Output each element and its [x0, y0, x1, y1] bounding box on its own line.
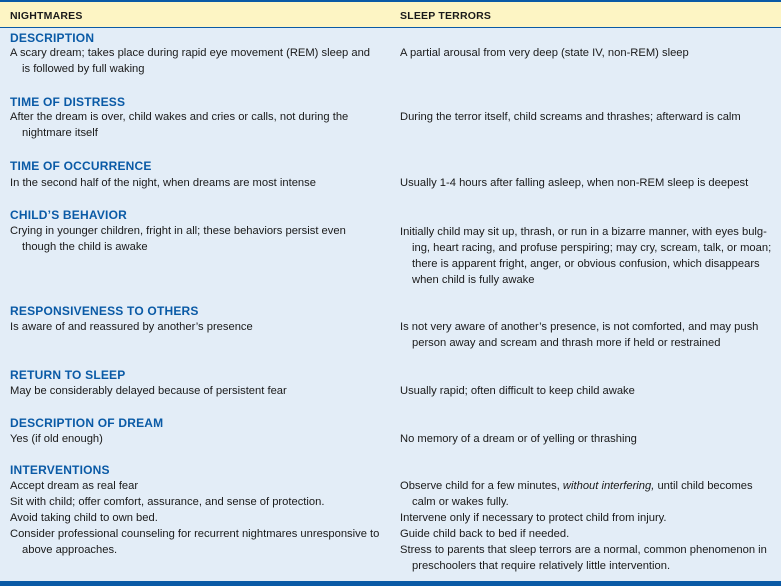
section-title: RESPONSIVENESS TO OTHERS	[10, 304, 199, 318]
text-line: Avoid taking child to own bed.	[10, 512, 158, 524]
text-run: Observe child for a few minutes,	[400, 480, 563, 492]
section-title: RETURN TO SLEEP	[10, 368, 126, 382]
text-run: until child becomes calm or wakes fully.	[412, 480, 753, 508]
text-line: Usually rapid; often difficult to keep child awake	[400, 385, 635, 397]
text-line: Stress to parents that sleep terrors are a normal, common phenomenon in preschoolers that require relatively little intervention.	[400, 544, 767, 572]
sleep-terrors-cell	[400, 319, 772, 351]
text-line: Accept dream as real fear	[10, 480, 139, 492]
nightmares-cell	[10, 431, 380, 447]
text-line: Consider professional counseling for recurrent nightmares unresponsive to above approaches.	[10, 528, 380, 556]
section-title: TIME OF OCCURRENCE	[10, 159, 152, 173]
text-line: May be considerably delayed because of persistent fear	[10, 385, 287, 397]
text-line: Guide child back to bed if needed.	[400, 528, 570, 540]
section-title: TIME OF DISTRESS	[10, 95, 126, 109]
sleep-terrors-cell	[400, 383, 772, 399]
text-line: Usually 1-4 hours after falling asleep, when non-REM sleep is deepest	[400, 177, 749, 189]
column-header-nightmares: NIGHTMARES	[10, 10, 83, 22]
sleep-terrors-cell	[400, 478, 772, 574]
footer-rule	[0, 581, 781, 586]
nightmares-cell	[10, 478, 380, 558]
text-line	[400, 478, 772, 510]
nightmares-cell	[10, 319, 380, 335]
nightmares-cell	[10, 175, 380, 191]
text-line: Crying in younger children, fright in all; these behaviors persist even though the child is awake	[10, 225, 346, 253]
text-line: Intervene only if necessary to protect child from injury.	[400, 512, 667, 524]
column-header-sleep-terrors: SLEEP TERRORS	[400, 10, 492, 22]
text-line: Yes (if old enough)	[10, 433, 103, 445]
sleep-terrors-cell	[400, 431, 772, 447]
emphasis-text: without interfering,	[562, 480, 655, 492]
nightmares-cell	[10, 383, 380, 399]
text-line: After the dream is over, child wakes and cries or calls, not during the nightmare itself	[10, 111, 349, 139]
text-line: During the terror itself, child screams and thrashes; afterward is calm	[400, 111, 741, 123]
text-line: A scary dream; takes place during rapid eye movement (REM) sleep and is followed by full waking	[10, 47, 371, 75]
sleep-terrors-cell	[400, 224, 772, 288]
nightmares-cell	[10, 45, 380, 77]
section-title: DESCRIPTION OF DREAM	[10, 416, 164, 430]
section-title: DESCRIPTION	[10, 31, 95, 45]
nightmares-cell	[10, 223, 380, 255]
sleep-terrors-cell	[400, 45, 772, 61]
section-title: CHILD’S BEHAVIOR	[10, 208, 127, 222]
text-line: Sit with child; offer comfort, assurance, and sense of protection.	[10, 496, 325, 508]
nightmares-cell	[10, 109, 380, 141]
text-line: In the second half of the night, when dreams are most intense	[10, 177, 316, 189]
table-header	[0, 0, 781, 28]
text-line: Initially child may sit up, thrash, or run in a bizarre manner, with eyes bulg-ing, heart racing, and profuse perspiring; may cry, scream, talk, or moan; there is apparent fright, anger, or obvious confusion, which disappears when child is fully awake	[400, 226, 772, 286]
text-line: No memory of a dream or of yelling or thrashing	[400, 433, 637, 445]
text-line: Is not very aware of another’s presence, is not comforted, and may push person away and scream and thrash more if held or restrained	[400, 321, 759, 349]
text-line: Is aware of and reassured by another’s presence	[10, 321, 253, 333]
sleep-terrors-cell	[400, 175, 772, 191]
section-title: INTERVENTIONS	[10, 463, 110, 477]
sleep-terrors-cell	[400, 109, 772, 125]
text-line: A partial arousal from very deep (state IV, non-REM) sleep	[400, 47, 689, 59]
